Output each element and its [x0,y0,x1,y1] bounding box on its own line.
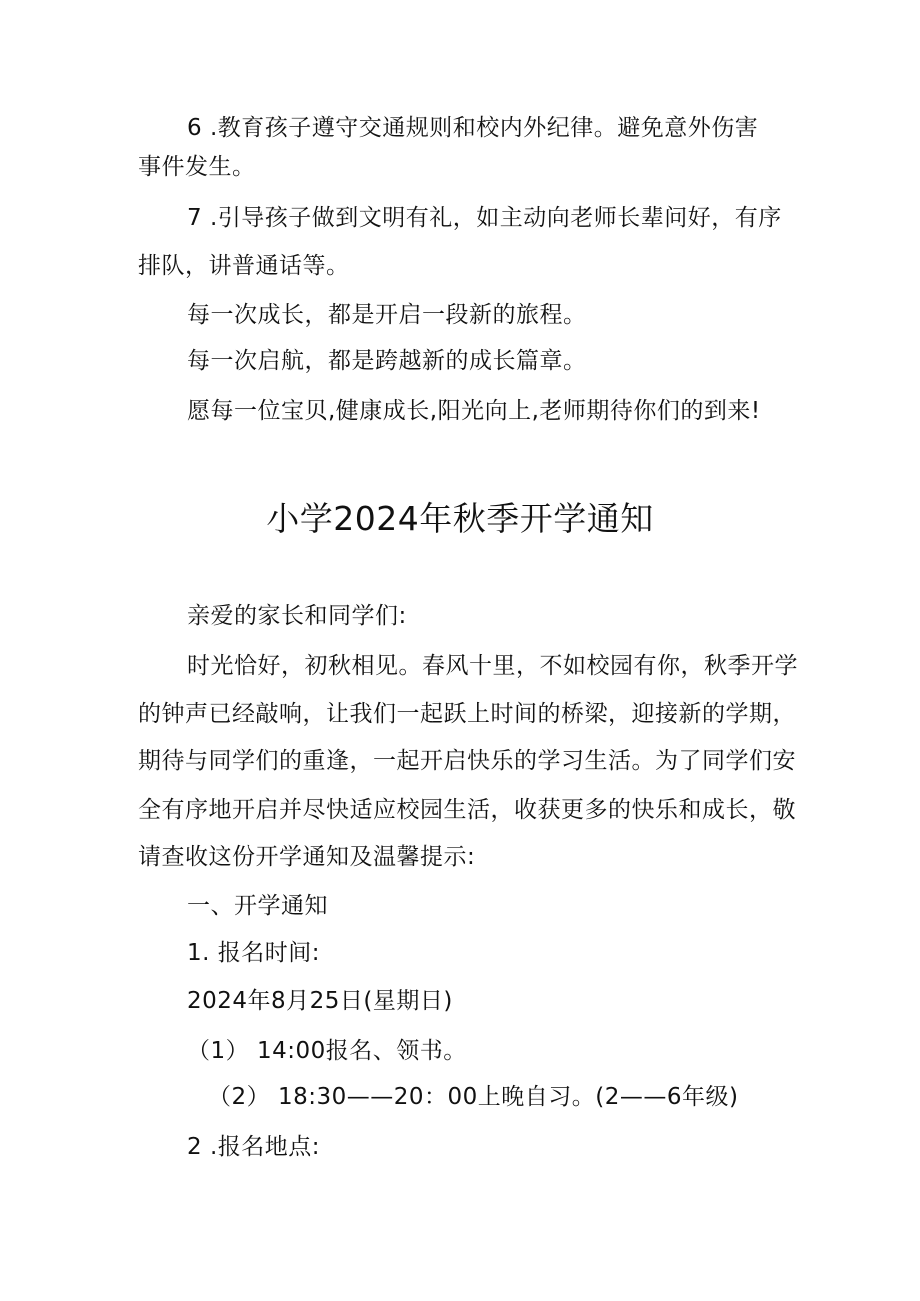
intro-line-1: 时光恰好，初秋相见。春风十里，不如校园有你，秋季开学 [187,653,798,679]
item-6-line-2: 事件发生。 [138,154,256,180]
item-7-line-2: 排队，讲普通话等。 [138,253,350,279]
salutation: 亲爱的家长和同学们: [187,603,407,629]
intro-line-4: 全有序地开启并尽快适应校园生活，收获更多的快乐和成长，敬 [138,797,796,823]
closing-line-3: 愿每一位宝贝,健康成长,阳光向上,老师期待你们的到来! [187,398,761,424]
section-1-heading: 一、开学通知 [187,893,328,919]
item-2-heading: 2 .报名地点: [187,1134,321,1160]
date-line: 2024年8月25日(星期日) [187,988,453,1014]
item-6-line-1: 6 .教育孩子遵守交通规则和校内外纪律。避免意外伤害 [187,115,759,141]
intro-line-5: 请查收这份开学通知及温馨提示: [138,844,476,870]
closing-line-1: 每一次成长，都是开启一段新的旅程。 [187,302,587,328]
item-1-heading: 1. 报名时间: [187,940,321,966]
closing-line-2: 每一次启航，都是跨越新的成长篇章。 [187,348,587,374]
schedule-item-1: （1） 14:00报名、领书。 [187,1038,467,1064]
page-title: 小学2024年秋季开学通知 [266,499,654,538]
intro-line-2: 的钟声已经敲响，让我们一起跃上时间的桥梁，迎接新的学期， [138,701,796,727]
schedule-item-2: （2） 18:30——20：00上晚自习。(2——6年级) [208,1084,739,1110]
intro-line-3: 期待与同学们的重逢，一起开启快乐的学习生活。为了同学们安 [138,748,796,774]
item-7-line-1: 7 .引导孩子做到文明有礼，如主动向老师长辈问好，有序 [187,205,782,231]
